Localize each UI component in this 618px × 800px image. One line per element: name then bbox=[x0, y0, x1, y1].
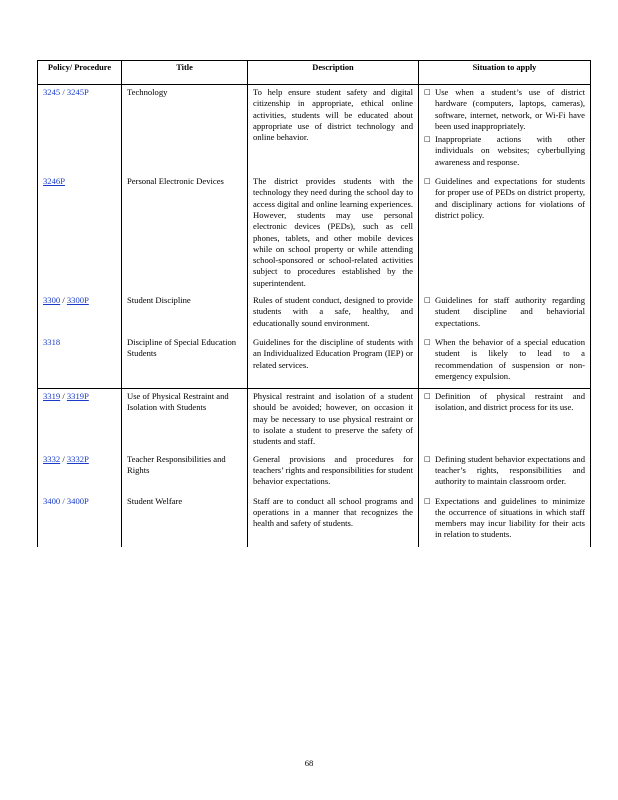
situation-list bbox=[424, 295, 585, 329]
policy-code: 3245 / 3245P bbox=[43, 87, 89, 97]
policy-description: Rules of student conduct, designed to provide students with a safe, healthy, and educationally sound environment. bbox=[248, 293, 419, 335]
policy-description: Physical restraint and isolation of a student should be avoided; however, on occasion it may be necessary to use physical restraint or to isolate a student to preserve the safety of students and staff. bbox=[248, 389, 419, 452]
policy-description: The district provides students with the technology they need during the school day to access digital and online learning experiences. However, students may use personal electronic devices (PEDs), such as cell phones, tablets, and other mobile devices while on school property or while attending school-sponsored or school-related activities subject to procedures established by the superintendent. bbox=[248, 174, 419, 293]
checkbox-bullet-icon: □ bbox=[424, 177, 431, 186]
policy-link[interactable]: 3319P bbox=[66, 391, 89, 402]
situation-cell bbox=[419, 293, 591, 335]
policy-code-cell bbox=[38, 293, 122, 335]
list-item bbox=[424, 496, 585, 541]
policy-link[interactable]: 3332P bbox=[66, 453, 89, 464]
code-separator: / bbox=[60, 295, 67, 306]
policy-description: Staff are to conduct all school programs and operations in a manner that recognizes the health and safety of students. bbox=[248, 494, 419, 547]
table-row bbox=[38, 335, 591, 389]
situation-text: Guidelines and expectations for students for proper use of PEDs on district property, and disciplinary actions for violations of district policy. bbox=[435, 176, 585, 220]
policy-description: To help ensure student safety and digital citizenship in appropriate, ethical online activities, students will be educated about appropriate use of district technology and online behavior. bbox=[248, 85, 419, 175]
situation-text: Guidelines for staff authority regarding student discipline and behaviorial expectations. bbox=[435, 295, 585, 328]
policy-link[interactable]: 3332 bbox=[43, 453, 61, 464]
list-item bbox=[424, 454, 585, 488]
list-item bbox=[424, 134, 585, 168]
situation-list bbox=[424, 337, 585, 382]
situation-list bbox=[424, 87, 585, 168]
situation-list bbox=[424, 391, 585, 414]
table-row bbox=[38, 85, 591, 175]
situation-text: Inappropriate actions with other individuals on websites; cyberbullying awareness and response. bbox=[435, 134, 585, 167]
table-row bbox=[38, 494, 591, 547]
table-row bbox=[38, 452, 591, 494]
checkbox-bullet-icon: □ bbox=[424, 496, 431, 505]
policy-code: 3400 / 3400P bbox=[43, 495, 89, 506]
code-separator: / bbox=[60, 391, 67, 402]
checkbox-bullet-icon: □ bbox=[424, 135, 431, 144]
checkbox-bullet-icon: □ bbox=[424, 454, 431, 463]
policy-code-cell bbox=[38, 389, 122, 452]
policy-code-cell bbox=[38, 85, 122, 175]
policy-description: Guidelines for the discipline of students with an Individualized Education Program (IEP) or related services. bbox=[248, 335, 419, 389]
situation-text: Definition of physical restraint and isolation, and district process for its use. bbox=[435, 391, 585, 413]
page-number: 68 bbox=[304, 758, 314, 768]
policy-link[interactable]: 3300 bbox=[43, 295, 61, 306]
situation-cell bbox=[419, 389, 591, 452]
checkbox-bullet-icon: □ bbox=[424, 296, 431, 305]
table-row bbox=[38, 293, 591, 335]
checkbox-bullet-icon: □ bbox=[424, 337, 431, 346]
policy-code-cell bbox=[38, 494, 122, 547]
situation-text: When the behavior of a special education student is likely to lead to a recommendation of suspension or non-emergency expulsion. bbox=[435, 336, 585, 381]
situation-list bbox=[424, 496, 585, 541]
policy-title: Discipline of Special Education Students bbox=[122, 335, 248, 389]
situation-text: Expectations and guidelines to minimize the occurrence of situations in which staff members may incur liability for their acts in relation to students. bbox=[435, 495, 585, 540]
policy-title: Teacher Responsibilities and Rights bbox=[122, 452, 248, 494]
list-item bbox=[424, 391, 585, 414]
checkbox-bullet-icon: □ bbox=[424, 392, 431, 401]
policy-title: Technology bbox=[122, 85, 248, 175]
situation-cell bbox=[419, 174, 591, 293]
policy-code-cell bbox=[38, 174, 122, 293]
table-row bbox=[38, 389, 591, 452]
header-title: Title bbox=[122, 61, 248, 85]
code-separator: / bbox=[60, 453, 67, 464]
policy-table bbox=[37, 60, 591, 547]
header-situation: Situation to apply bbox=[419, 61, 591, 85]
policy-code-cell bbox=[38, 335, 122, 389]
situation-list bbox=[424, 176, 585, 221]
list-item bbox=[424, 295, 585, 329]
policy-link[interactable]: 3319 bbox=[43, 391, 61, 402]
table-row bbox=[38, 174, 591, 293]
table-body bbox=[38, 85, 591, 547]
policy-title: Student Welfare bbox=[122, 494, 248, 547]
policy-title: Student Discipline bbox=[122, 293, 248, 335]
header-policy-procedure: Policy/ Procedure bbox=[38, 61, 122, 85]
policy-code-cell bbox=[38, 452, 122, 494]
list-item bbox=[424, 87, 585, 132]
policy-link[interactable]: 3300P bbox=[66, 295, 89, 306]
policy-link[interactable]: 3246P bbox=[43, 176, 65, 187]
situation-cell bbox=[419, 494, 591, 547]
list-item bbox=[424, 176, 585, 221]
header-description: Description bbox=[248, 61, 419, 85]
situation-cell bbox=[419, 452, 591, 494]
situation-text: Use when a student’s use of district hardware (computers, laptops, cameras), software, internet, network, or Wi-Fi have been used inappropriately. bbox=[435, 87, 585, 131]
list-item bbox=[424, 337, 585, 382]
policy-code: 3318 bbox=[43, 336, 61, 347]
table-header bbox=[38, 61, 591, 85]
policy-description: General provisions and procedures for teachers’ rights and responsibilities for student behavior expectations. bbox=[248, 452, 419, 494]
policy-title: Use of Physical Restraint and Isolation with Students bbox=[122, 389, 248, 452]
situation-cell bbox=[419, 335, 591, 389]
policy-title: Personal Electronic Devices bbox=[122, 174, 248, 293]
checkbox-bullet-icon: □ bbox=[424, 88, 431, 96]
situation-cell bbox=[419, 85, 591, 175]
situation-text: Defining student behavior expectations and teacher’s rights, responsibilities and authority to maintain classroom order. bbox=[435, 453, 585, 487]
situation-list bbox=[424, 454, 585, 488]
